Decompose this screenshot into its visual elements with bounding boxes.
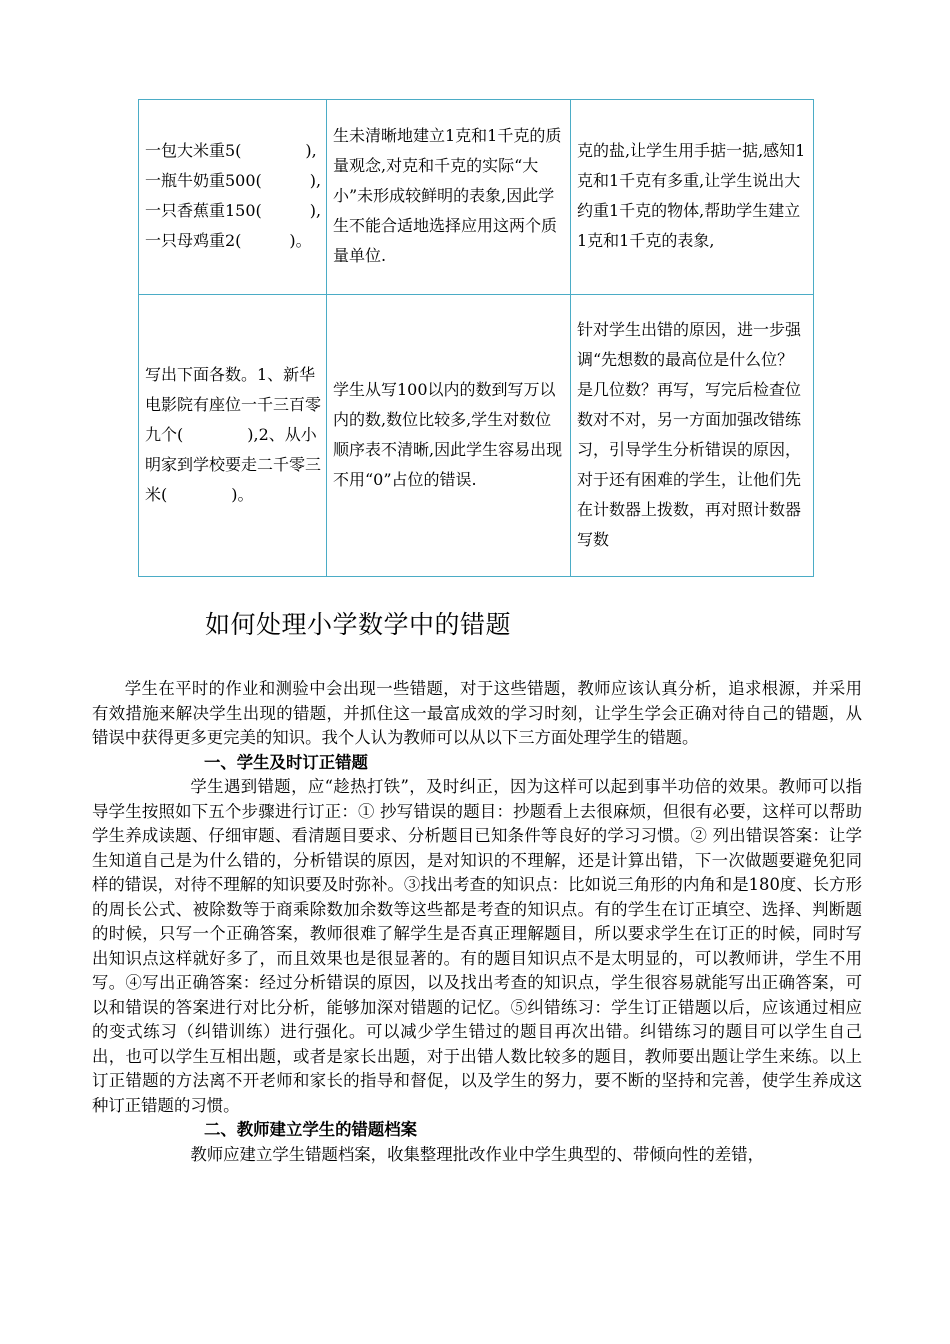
table-cell-problem: 一包大米重5( ),一瓶牛奶重500( ),一只香蕉重150( ),一只母鸡重2( )。 <box>139 100 327 295</box>
table-cell-cause: 学生从写100以内的数到写万以内的数,数位比较多,学生对数位顺序表不清晰,因此学生容易出现不用“0”占位的错误. <box>327 295 571 577</box>
table-cell-strategy: 克的盐,让学生用手掂一掂,感知1克和1千克有多重,让学生说出大约重1千克的物体,帮助学生建立1克和1千克的表象, <box>571 100 814 295</box>
table-cell-cause: 生未清晰地建立1克和1千克的质量观念,对克和千克的实际“大小”未形成较鲜明的表象,因此学生不能合适地选择应用这两个质量单位. <box>327 100 571 295</box>
section-paragraph-1: 学生遇到错题，应“趁热打铁”，及时纠正，因为这样可以起到事半功倍的效果。教师可以指导学生按照如下五个步骤进行订正：① 抄写错误的题目：抄题看上去很麻烦，但很有必要，这样可以帮助学生养成读题、仔细审题、看清题目要求、分析题目已知条件等良好的学习习惯。② 列出错误答案：让学生知道自己是为什么错的，分析错误的原因，是对知识的不理解，还是计算出错，下一次做题要避免犯同样的错误，对待不理解的知识要及时弥补。③找出考查的知识点：比如说三角形的内角和是180度、长方形的周长公式、被除数等于商乘除数加余数等这些都是考查的知识点。有的学生在订正填空、选择、判断题的时候，只写一个正确答案，教师很难了解学生是否真正理解题目，所以要求学生在订正的时候，同时写出知识点这样就好多了，而且效果也是很显著的。有的题目知识点不是太明显的，可以教师讲，学生不用写。④写出正确答案：经过分析错误的原因，以及找出考查的知识点，学生很容易就能写出正确答案，可以和错误的答案进行对比分析，能够加深对错题的记忆。⑤纠错练习：学生订正错题以后，应该通过相应的变式练习（纠错训练）进行强化。可以减少学生错过的题目再次出错。纠错练习的题目可以学生自己出，也可以学生互相出题，或者是家长出题，对于出错人数比较多的题目，教师要出题让学生来练。以上订正错题的方法离不开老师和家长的指导和督促，以及学生的努力，要不断的坚持和完善，使学生养成这种订正错题的习惯。 <box>92 777 862 1115</box>
intro-paragraph: 学生在平时的作业和测验中会出现一些错题，对于这些错题，教师应该认真分析，追求根源，并采用有效措施来解决学生出现的错题，并抓住这一最富成效的学习时刻，让学生学会正确对待自己的错题，从错误中获得更多更完美的知识。我个人认为教师可以从以下三方面处理学生的错题。 <box>92 679 862 747</box>
table-cell-strategy: 针对学生出错的原因，进一步强调“先想数的最高位是什么位？是几位数？再写，写完后检查位数对不对，另一方面加强改错练习，引导学生分析错误的原因，对于还有困难的学生，让他们先在计数器上拨数，再对照计数器写数 <box>571 295 814 577</box>
page-title: 如何处理小学数学中的错题 <box>205 610 512 639</box>
table-row <box>139 100 814 295</box>
section-heading-1: 一、学生及时订正错题 <box>204 752 368 772</box>
table-row <box>139 295 814 577</box>
table-cell-problem: 写出下面各数。1、新华电影院有座位一千三百零九个( ),2、从小明家到学校要走二千零三米( )。 <box>139 295 327 577</box>
section-heading-2: 二、教师建立学生的错题档案 <box>204 1120 418 1139</box>
article-body <box>92 677 862 1167</box>
error-analysis-table <box>138 99 814 577</box>
section-paragraph-2: 教师应建立学生错题档案，收集整理批改作业中学生典型的、带倾向性的差错， <box>190 1144 765 1164</box>
